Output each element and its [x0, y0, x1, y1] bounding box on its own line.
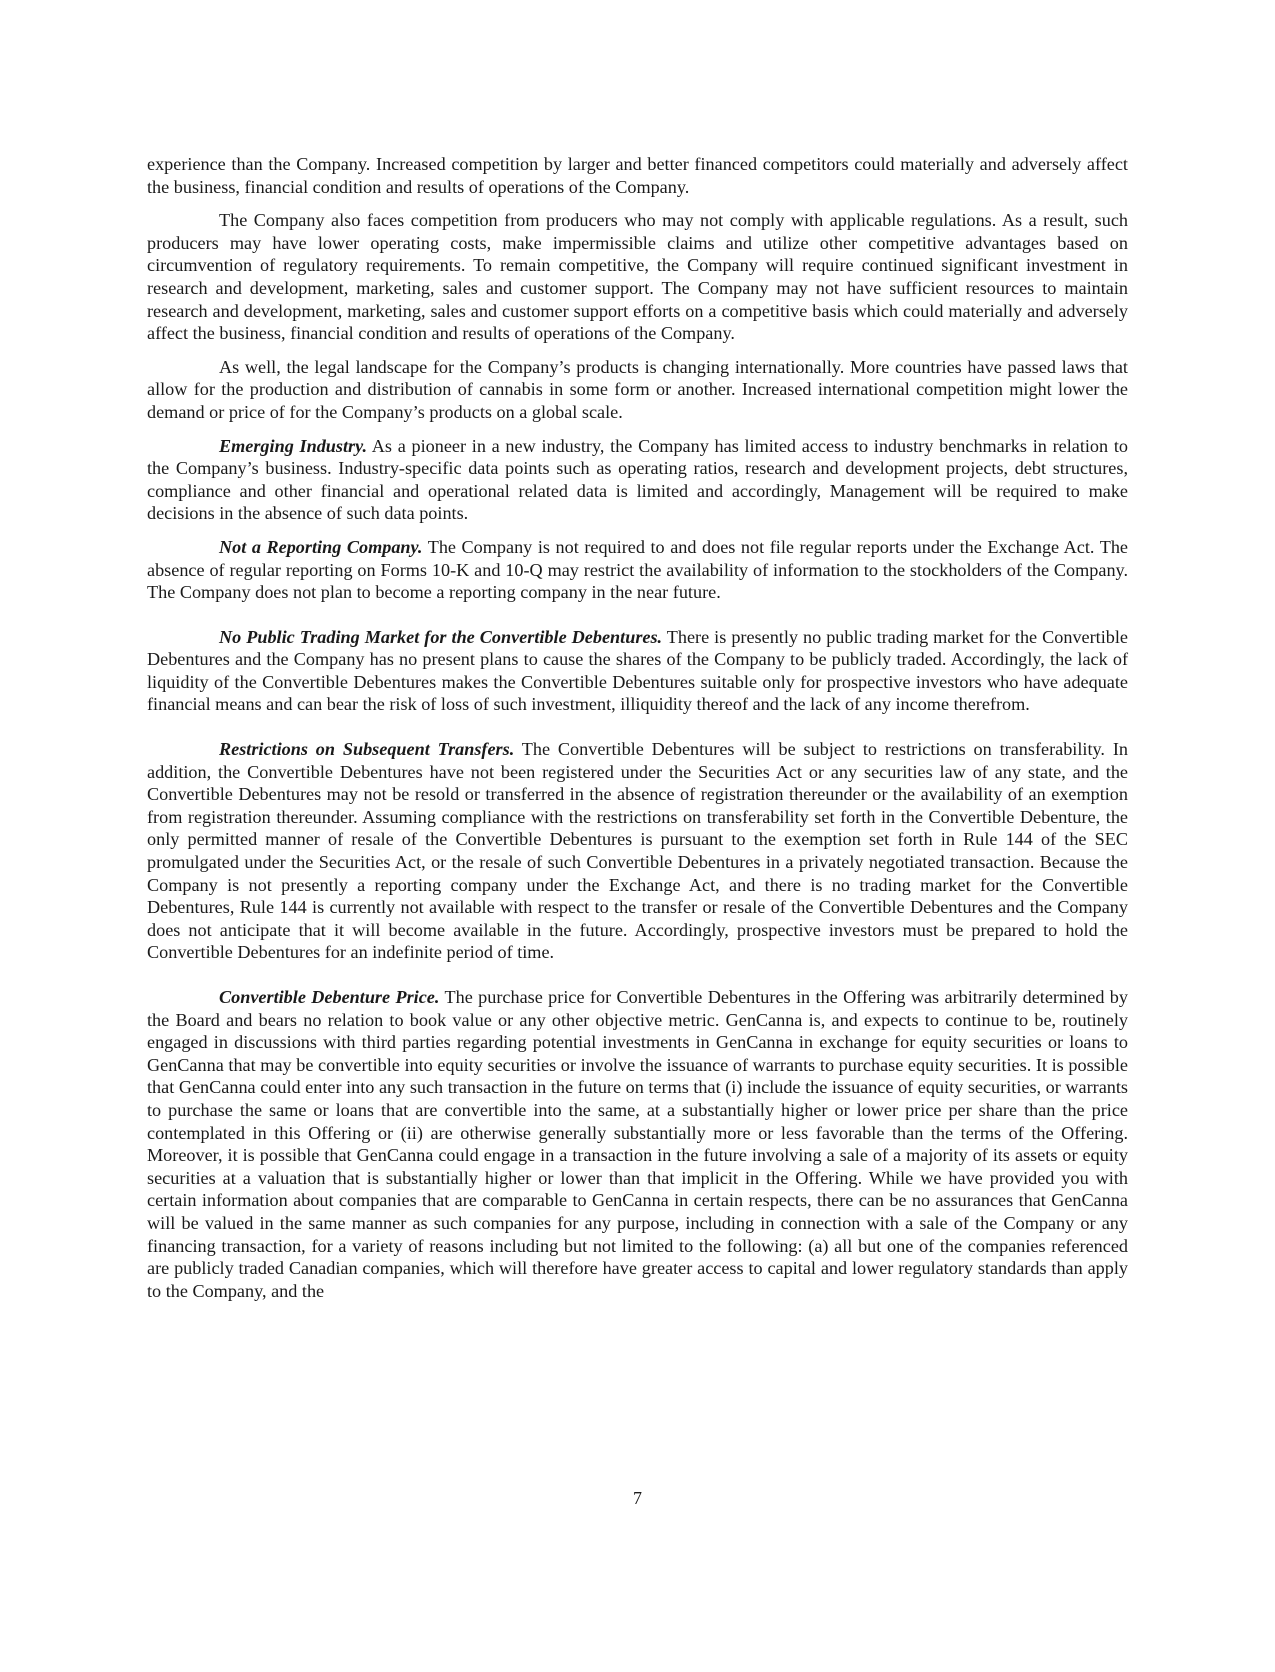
section-heading: Convertible Debenture Price. — [219, 987, 440, 1007]
paragraph-text: experience than the Company. Increased competition by larger and better financed competitors could materially and adversely affect the business, financial condition and results of operations of the Company. — [147, 154, 1128, 197]
paragraph-text: The Company is not required to and does not file regular reports under the Exchange Act. The absence of regular reporting on Forms 10-K and 10-Q may restrict the availability of information to the stockholders of the Company. The Company does not plan to become a reporting company in the near future. — [147, 536, 1128, 603]
paragraph-text: The Convertible Debentures will be subject to restrictions on transferability. In addition, the Convertible Debentures have not been registered under the Securities Act or any securities law of any state, and the Convertible Debentures may not be resold or transferred in the absence of registration thereunder or the availability of an exemption from registration thereunder. Assuming compliance with the restrictions on transferability set forth in the Convertible Debenture, the only permitted manner of resale of the Convertible Debentures is pursuant to the exemption set forth in Rule 144 of the SEC promulgated under the Securities Act, or the resale of such Convertible Debentures in a privately negotiated transaction. Because the Company is not presently a reporting company under the Exchange Act, and there is no trading market for the Convertible Debentures, Rule 144 is currently not available with respect to the transfer or resale of the Convertible Debentures and the Company does not anticipate that it will become available in the future. Accordingly, prospective investors must be prepared to hold the Convertible Debentures for an indefinite period of time. — [147, 739, 1128, 963]
paragraph-not-reporting-company — [147, 536, 1128, 604]
paragraph-text: The purchase price for Convertible Debentures in the Offering was arbitrarily determined by the Board and bears no relation to book value or any other objective metric. GenCanna is, and expects to continue to be, routinely engaged in discussions with third parties regarding potential investments in GenCanna in exchange for equity securities or loans to GenCanna that may be convertible into equity securities or involve the issuance of warrants to purchase equity securities. It is possible that GenCanna could enter into any such transaction in the future on terms that (i) include the issuance of equity securities, or warrants to purchase the same or loans that are convertible into the same, at a substantially higher or lower price per share than the price contemplated in this Offering or (ii) are otherwise generally substantially more or less favorable than the terms of the Offering. Moreover, it is possible that GenCanna could engage in a transaction in the future involving a sale of a majority of its assets or equity securities at a valuation that is substantially higher or lower than that implicit in the Offering. While we have provided you with certain information about companies that are comparable to GenCanna in certain respects, there can be no assurances that GenCanna will be valued in the same manner as such companies for any purpose, including in connection with a sale of the Company or any financing transaction, for a variety of reasons including but not limited to the following: (a) all but one of the companies referenced are publicly traded Canadian companies, which will therefore have greater access to capital and lower regulatory standards than apply to the Company, and the — [147, 987, 1128, 1301]
paragraph-text: There is presently no public trading market for the Convertible Debentures and the Company has no present plans to cause the shares of the Company to be publicly traded. Accordingly, the lack of liquidity of the Convertible Debentures makes the Convertible Debentures suitable only for prospective investors who have adequate financial means and can bear the risk of loss of such investment, illiquidity thereof and the lack of any income therefrom. — [147, 626, 1128, 715]
paragraph-competition-continued — [147, 153, 1128, 198]
section-heading: Not a Reporting Company. — [219, 536, 423, 557]
section-heading: Restrictions on Subsequent Transfers. — [219, 739, 515, 760]
paragraph-text: As a pioneer in a new industry, the Company has limited access to industry benchmarks in relation to the Company’s business. Industry-specific data points such as operating ratios, research and development projects, debt structures, compliance and other financial and operational related data is limited and accordingly, Management will be required to make decisions in the absence of such data points. — [147, 435, 1128, 524]
document-body — [147, 153, 1128, 1313]
paragraph-international-landscape — [147, 356, 1128, 424]
page-number: 7 — [633, 1488, 642, 1508]
paragraph-transfer-restrictions — [147, 738, 1128, 964]
paragraph-no-public-trading-market — [147, 626, 1128, 716]
paragraph-text: The Company also faces competition from producers who may not comply with applicable regulations. As a result, such producers may have lower operating costs, make impermissible claims and utilize other competitive advantages based on circumvention of regulatory requirements. To remain competitive, the Company will require continued significant investment in research and development, marketing, sales and customer support. The Company may not have sufficient resources to maintain research and development, marketing, sales and customer support efforts on a competitive basis which could materially and adversely affect the business, financial condition and results of operations of the Company. — [147, 210, 1128, 344]
paragraph-text: As well, the legal landscape for the Company’s products is changing internationally. More countries have passed laws that allow for the production and distribution of cannabis in some form or another. Increased international competition might lower the demand or price of for the Company’s products on a global scale. — [147, 356, 1128, 422]
paragraph-regulatory-competition — [147, 209, 1128, 345]
section-heading: No Public Trading Market for the Convertible Debentures. — [219, 626, 663, 647]
paragraph-debenture-price — [147, 986, 1128, 1302]
paragraph-emerging-industry — [147, 435, 1128, 525]
section-heading: Emerging Industry. — [219, 435, 368, 456]
